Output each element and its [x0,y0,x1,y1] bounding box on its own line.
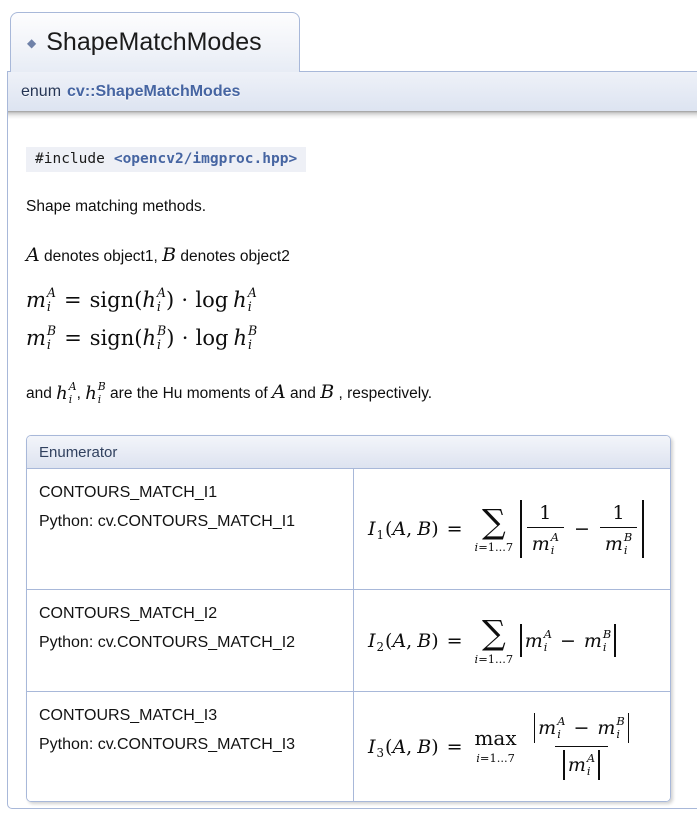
formula-I2 [362,613,662,666]
formula-mB [26,324,683,353]
math-var-mA [525,628,552,654]
enumerator-table [26,435,671,802]
formula-lhs-base: I [368,735,376,758]
var-scripts [69,381,77,406]
math-var-A: A [272,380,286,403]
paren-close: ) [431,629,439,652]
enum-doc-block [7,12,697,813]
member-prototype-bar [7,71,697,111]
paren-open: ( [385,735,393,758]
equals-sign: = [446,518,463,541]
member-title-tab [10,12,300,72]
max-word: max [474,726,517,750]
var-scripts [248,324,257,353]
var-scripts [603,628,611,654]
enum-formula-cell [354,692,670,801]
paren-close: ) [431,518,439,541]
var-sup: B [623,529,633,544]
abs-bar [520,500,522,558]
dot-operator: ⋅ [181,288,189,313]
math-var-hB [142,324,166,353]
var-scripts [157,324,166,353]
member-doc [7,111,697,809]
include-fragment [26,147,306,172]
math-var-hB [85,381,106,406]
text-run: and [26,384,57,402]
sum-limits [475,542,514,553]
math-var-A: A [26,244,40,266]
text-run: denotes object2 [176,248,290,265]
enum-value-cell [27,469,354,590]
var-sub: i [550,542,555,557]
var-sub: i [557,727,561,742]
math-var-hA [56,381,76,406]
math-var-B: B [417,735,432,758]
minus-sign: − [573,518,590,541]
sign-function: sign [89,326,135,351]
var-sub: i [247,299,252,315]
var-base: h [56,383,68,405]
math-var-mA [532,531,559,557]
math-var-B: B [162,244,177,266]
diamond-icon: ◆ [27,35,37,50]
var-sub: i [97,392,102,406]
math-var-B: B [320,380,335,403]
math-var-B: B [417,629,432,652]
enum-value-name: CONTOURS_MATCH_I3 [39,707,218,725]
var-scripts [557,715,565,741]
table-header-row [27,436,670,469]
var-sub: i [616,727,621,742]
hu-moments-line [26,381,683,406]
description-text: Shape matching methods. [26,198,207,215]
var-sup: B [248,322,258,338]
var-sup: B [602,626,612,641]
formula-lhs-sub: 2 [376,639,385,654]
table-row [27,590,670,692]
var-sub: i [602,639,607,654]
var-sup: B [616,714,625,729]
equals-sign: = [446,629,463,652]
log-function: log [195,288,229,313]
max-limits [476,750,515,765]
var-sup: B [157,322,167,338]
math-var-mB [605,531,632,557]
math-var-A: A [392,735,407,758]
fraction [600,502,637,557]
math-var-A: A [392,518,407,541]
equals-sign: = [446,735,463,758]
var-scripts [98,381,106,406]
math-var-hA [142,286,166,315]
sum-operator [474,501,514,555]
include-header-link[interactable]: <opencv2/imgproc.hpp> [113,151,298,167]
enum-keyword: enum [21,82,62,100]
var-base: m [26,288,46,313]
var-sub: i [46,337,51,353]
var-sup: A [550,529,559,544]
table-row [27,692,670,801]
var-scripts [47,324,56,353]
var-scripts [157,286,166,315]
var-base: h [142,288,156,313]
abs-bar [563,750,565,780]
sigma-icon: ∑ [481,613,506,653]
var-sup: A [68,380,77,394]
table-row [27,469,670,590]
fraction-denominator [527,527,564,557]
math-var-mB [584,628,611,654]
comma: , [406,629,413,652]
var-sup: A [247,285,257,300]
var-sub: i [586,764,591,779]
var-base: m [604,532,623,555]
page-title: ShapeMatchModes [46,28,262,56]
paren-open: ( [385,518,393,541]
enum-formula-cell [354,469,670,590]
var-sup: A [46,285,57,300]
math-var-mA [538,715,565,741]
limit-range: =1...7 [478,540,514,555]
formula-lhs-base: I [368,629,376,652]
abs-bar [598,750,600,780]
math-var-mB [597,715,624,741]
equals-sign: = [64,288,82,313]
enum-value-cell [27,590,354,692]
var-base: h [233,288,247,313]
var-sub: i [248,337,253,353]
var-scripts [248,286,257,315]
paren-open: ( [134,288,143,313]
paren-open: ( [385,629,393,652]
var-base: m [538,717,557,740]
comma: , [406,518,413,541]
var-base: m [567,754,586,777]
var-sup: A [586,751,596,766]
limit-var: i [476,750,480,765]
max-operator [474,726,517,765]
var-scripts [616,715,624,741]
enum-python-name: Python: cv.CONTOURS_MATCH_I2 [39,633,296,651]
var-sub: i [623,542,628,557]
text-run: are the Hu moments of [105,384,273,402]
math-var-mA [26,286,56,315]
fraction-numerator: 1 [539,501,552,524]
var-base: h [233,326,248,351]
paren-open: ( [134,326,143,351]
fraction-denominator [555,746,607,780]
paren-close: ) [166,326,175,351]
enum-formula-cell [354,590,670,692]
limit-var: i [474,540,479,555]
var-scripts [47,286,56,315]
objects-line [26,244,683,266]
var-sup: A [543,626,552,641]
math-var-mA [568,752,595,778]
fraction-numerator: 1 [612,501,625,524]
formula-I1 [362,500,662,558]
math-var-hB [233,324,257,353]
sign-function: sign [89,288,135,313]
var-sup: B [46,322,57,338]
var-scripts [544,628,552,654]
var-sup: A [156,285,166,300]
enum-python-name: Python: cv.CONTOURS_MATCH_I1 [39,512,296,530]
var-base: m [26,326,46,351]
moment-formulas [26,286,683,353]
text-run: denotes object1, [39,248,163,265]
sigma-icon: ∑ [481,501,506,541]
enum-value-name: CONTOURS_MATCH_I1 [39,484,218,502]
var-scripts [587,752,595,778]
var-sub: i [543,639,548,654]
var-base: m [531,532,550,555]
var-sup: A [557,714,566,729]
var-sub: i [68,392,73,406]
text-run: and [285,384,321,402]
table-header-enumerator: Enumerator [27,436,670,469]
formula-lhs-base: I [368,518,376,541]
formula-I3 [362,713,662,780]
log-function: log [195,326,229,351]
fraction-numerator [529,713,635,746]
math-var-B: B [417,518,432,541]
abs-bar [520,624,522,657]
paren-close: ) [431,735,439,758]
var-sub: i [157,337,162,353]
include-directive: #include [35,151,105,167]
comma: , [406,735,413,758]
var-sub: i [156,299,161,315]
var-sub: i [46,299,51,315]
enum-python-name: Python: cv.CONTOURS_MATCH_I3 [39,735,296,753]
abs-bar [628,713,630,743]
var-scripts [624,531,632,557]
equals-sign: = [64,326,82,351]
text-run: , [76,384,86,402]
fraction-denominator [600,527,637,557]
sum-operator [474,613,514,666]
formula-lhs-sub: 1 [376,528,385,543]
var-base: h [85,383,97,405]
minus-sign: − [573,717,590,740]
limit-range: =1...7 [479,750,515,765]
var-base: m [583,629,602,652]
var-scripts [551,531,559,557]
limit-var: i [474,651,479,666]
enum-name-link[interactable]: cv::ShapeMatchModes [67,82,241,100]
formula-lhs-sub: 3 [376,745,385,760]
sum-limits [474,651,514,666]
math-var-hA [233,286,257,315]
fraction [527,502,564,557]
limit-range: =1...7 [478,651,514,666]
enum-value-cell [27,692,354,801]
fraction [529,713,635,780]
minus-sign: − [559,629,576,652]
var-sup: B [97,380,106,394]
math-var-mB [26,324,56,353]
var-base: m [524,629,543,652]
abs-bar [614,624,616,657]
abs-bar [642,500,644,558]
enum-value-name: CONTOURS_MATCH_I2 [39,605,218,623]
var-base: h [142,326,156,351]
math-var-A: A [392,629,407,652]
formula-mA [26,286,683,315]
var-base: m [597,717,616,740]
abs-bar [534,713,536,743]
dot-operator: ⋅ [181,326,189,351]
paren-close: ) [165,288,175,313]
text-run: , respectively. [334,384,433,402]
